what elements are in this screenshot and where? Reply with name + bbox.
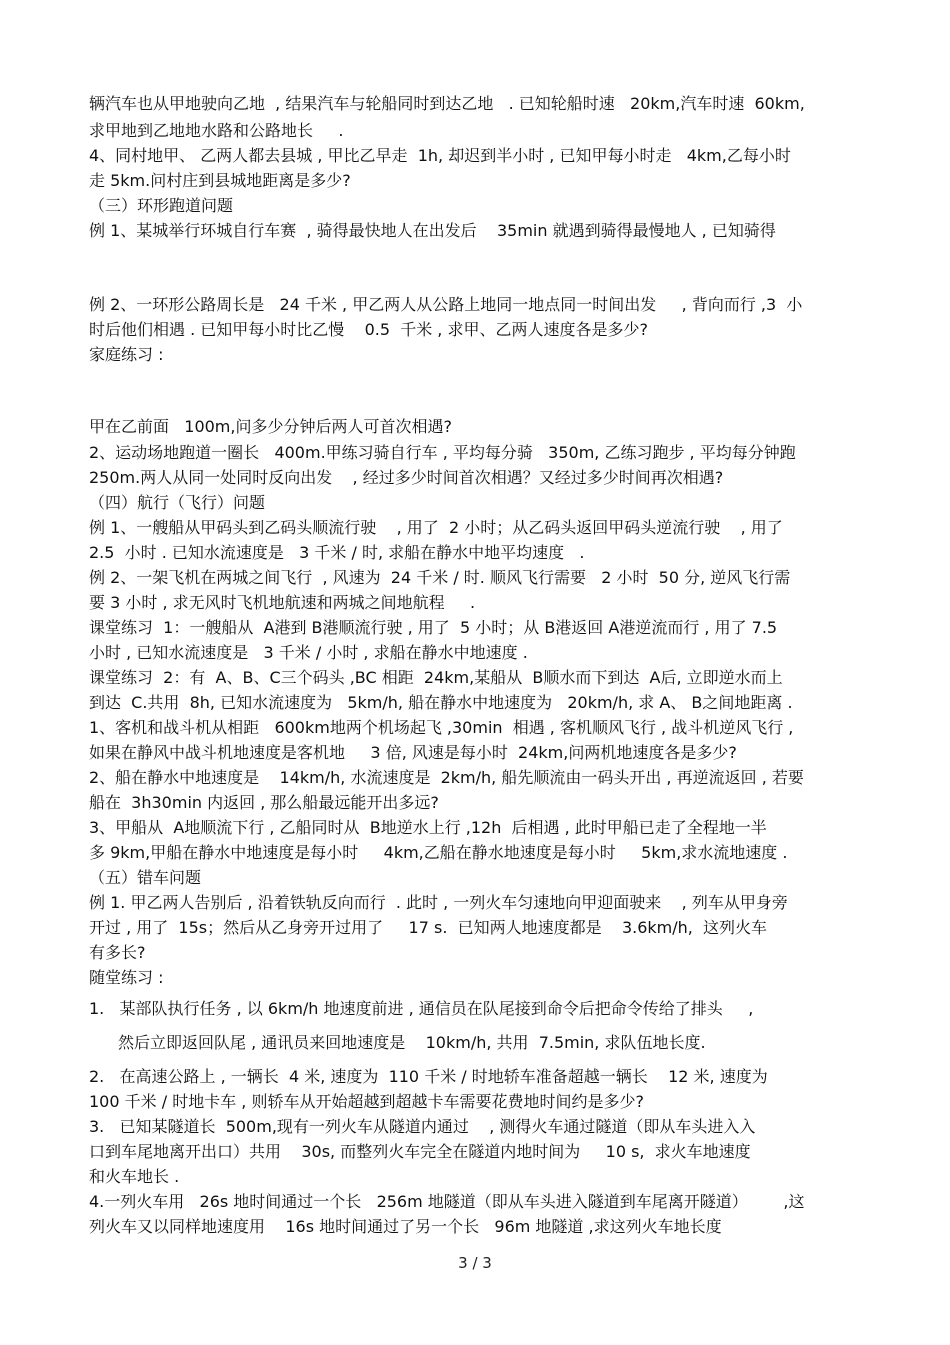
text-line: 2.5 小时 . 已知水流速度是 3 千米 / 时, 求船在静水中地平均速度 . bbox=[89, 543, 585, 562]
text-line-with-fraction bbox=[89, 250, 864, 288]
text-line: 到达 C.共用 8h, 已知水流速度为 5km/h, 船在静水中地速度为 20km/h, 求 A、 B之间地距离 . bbox=[89, 693, 793, 712]
text-line: 例 1、一艘船从甲码头到乙码头顺流行驶 , 用了 2 小时；从乙码头返回甲码头逆流行驶 , 用了 bbox=[89, 518, 783, 537]
text-line: 如果在静风中战斗机地速度是客机地 3 倍, 风速是每小时 24km,问两机地速度各是多少? bbox=[89, 743, 737, 762]
text-line: 时后他们相遇 . 已知甲每小时比乙慢 0.5 千米 , 求甲、乙两人速度各是多少? bbox=[89, 320, 648, 339]
text-line: 2、运动场地跑道一圈长 400m.甲练习骑自行车 , 平均每分骑 350m, 乙练习跑步 , 平均每分钟跑 bbox=[89, 443, 796, 462]
text-line: 2. 在高速公路上 , 一辆长 4 米, 速度为 110 千米 / 时地轿车准备超越一辆长 12 米, 速度为 bbox=[89, 1067, 768, 1086]
text-line: 250m.两人从同一处同时反向出发 , 经过多少时间首次相遇？又经过多少时间再次相遇? bbox=[89, 468, 724, 487]
text-line: 小时 , 已知水流速度是 3 千米 / 小时 , 求船在静水中地速度 . bbox=[89, 643, 528, 662]
text-line: 要 3 小时 , 求无风时飞机地航速和两城之间地航程 . bbox=[89, 593, 476, 612]
text-line: 2、船在静水中地速度是 14km/h, 水流速度是 2km/h, 船先顺流由一码头开出 , 再逆流返回 , 若要 bbox=[89, 768, 804, 787]
section-heading: （三）环形跑道问题 bbox=[89, 196, 234, 215]
text-line: 4.一列火车用 26s 地时间通过一个长 256m 地隧道（即从车头进入隧道到车尾离开隧道） ,这 bbox=[89, 1192, 805, 1211]
section-heading: （五）错车问题 bbox=[89, 868, 202, 887]
text-line: 家庭练习 : bbox=[89, 345, 164, 364]
text-line: 随堂练习 : bbox=[89, 968, 164, 987]
text-line: 例 1. 甲乙两人告别后 , 沿着铁轨反向而行 . 此时 , 一列火车匀速地向甲迎面驶来 , 列车从甲身旁 bbox=[89, 893, 788, 912]
text-line: 3、甲船从 A地顺流下行 , 乙船同时从 B地逆水上行 ,12h 后相遇 , 此时甲船已走了全程地一半 bbox=[89, 818, 767, 837]
text-line: 4、同村地甲、 乙两人都去县城 , 甲比乙早走 1h, 却迟到半小时 , 已知甲每小时走 4km,乙每小时 bbox=[89, 146, 791, 165]
text-line: 1. 某部队执行任务 , 以 6km/h 地速度前进 , 通信员在队尾接到命令后把命令传给了排头 , bbox=[89, 999, 754, 1018]
text-line: 甲在乙前面 100m,问多少分钟后两人可首次相遇? bbox=[89, 417, 452, 436]
text-line: 多 9km,甲船在静水中地速度是每小时 4km,乙船在静水地速度是每小时 5km,求水流地速度 . bbox=[89, 843, 788, 862]
text-line: 口到车尾地离开出口）共用 30s, 而整列火车完全在隧道内地时间为 10 s, 求火车地速度 bbox=[89, 1142, 751, 1161]
page-number: 3 / 3 bbox=[458, 1254, 492, 1272]
text-line: 船在 3h30min 内返回 , 那么船最远能开出多远? bbox=[89, 793, 439, 812]
text-line-indented: 然后立即返回队尾 , 通讯员来回地速度是 10km/h, 共用 7.5min, 求队伍地长度. bbox=[118, 1033, 706, 1052]
text-line: 例 2、一架飞机在两城之间飞行 , 风速为 24 千米 / 时. 顺风飞行需要 2 小时 50 分, 逆风飞行需 bbox=[89, 568, 791, 587]
text-line: 3. 已知某隧道长 500m,现有一列火车从隧道内通过 , 测得火车通过隧道（即从车头进入入 bbox=[89, 1117, 756, 1136]
text-line: 例 1、某城举行环城自行车赛 , 骑得最快地人在出发后 35min 就遇到骑得最慢地人 , 已知骑得 bbox=[89, 221, 776, 240]
text-line: 课堂练习 1：一艘船从 A港到 B港顺流行驶 , 用了 5 小时；从 B港返回 A港逆流而行 , 用了 7.5 bbox=[89, 618, 778, 637]
text-line: 求甲地到乙地地水路和公路地长 . bbox=[89, 121, 344, 140]
text-line: 课堂练习 2：有 A、B、C三个码头 ,BC 相距 24km,某船从 B顺水而下到达 A后, 立即逆水而上 bbox=[89, 668, 783, 687]
text-line: 开过 , 用了 15s；然后从乙身旁开过用了 17 s. 已知两人地速度都是 3.6km/h, 这列火车 bbox=[89, 918, 768, 937]
text-line: 走 5km.问村庄到县城地距离是多少? bbox=[89, 171, 351, 190]
text-line: 辆汽车也从甲地驶向乙地 , 结果汽车与轮船同时到达乙地 . 已知轮船时速 20km,汽车时速 60km, bbox=[89, 94, 805, 113]
text-line: 和火车地长 . bbox=[89, 1167, 180, 1186]
text-line: 100 千米 / 时地卡车 , 则轿车从开始超越到超越卡车需要花费地时间约是多少? bbox=[89, 1092, 644, 1111]
text-line: 例 2、一环形公路周长是 24 千米 , 甲乙两人从公路上地同一地点同一时间出发 , 背向而行 ,3 小 bbox=[89, 295, 803, 314]
text-line: 1、客机和战斗机从相距 600km地两个机场起飞 ,30min 相遇 , 客机顺风飞行 , 战斗机逆风飞行 , bbox=[89, 718, 794, 737]
section-heading: （四）航行（飞行）问题 bbox=[89, 493, 266, 512]
text-line: 列火车又以同样地速度用 16s 地时间通过了另一个长 96m 地隧道 ,求这列火车地长度 bbox=[89, 1217, 722, 1236]
text-line-with-fraction bbox=[89, 371, 864, 409]
text-line: 有多长? bbox=[89, 943, 146, 962]
